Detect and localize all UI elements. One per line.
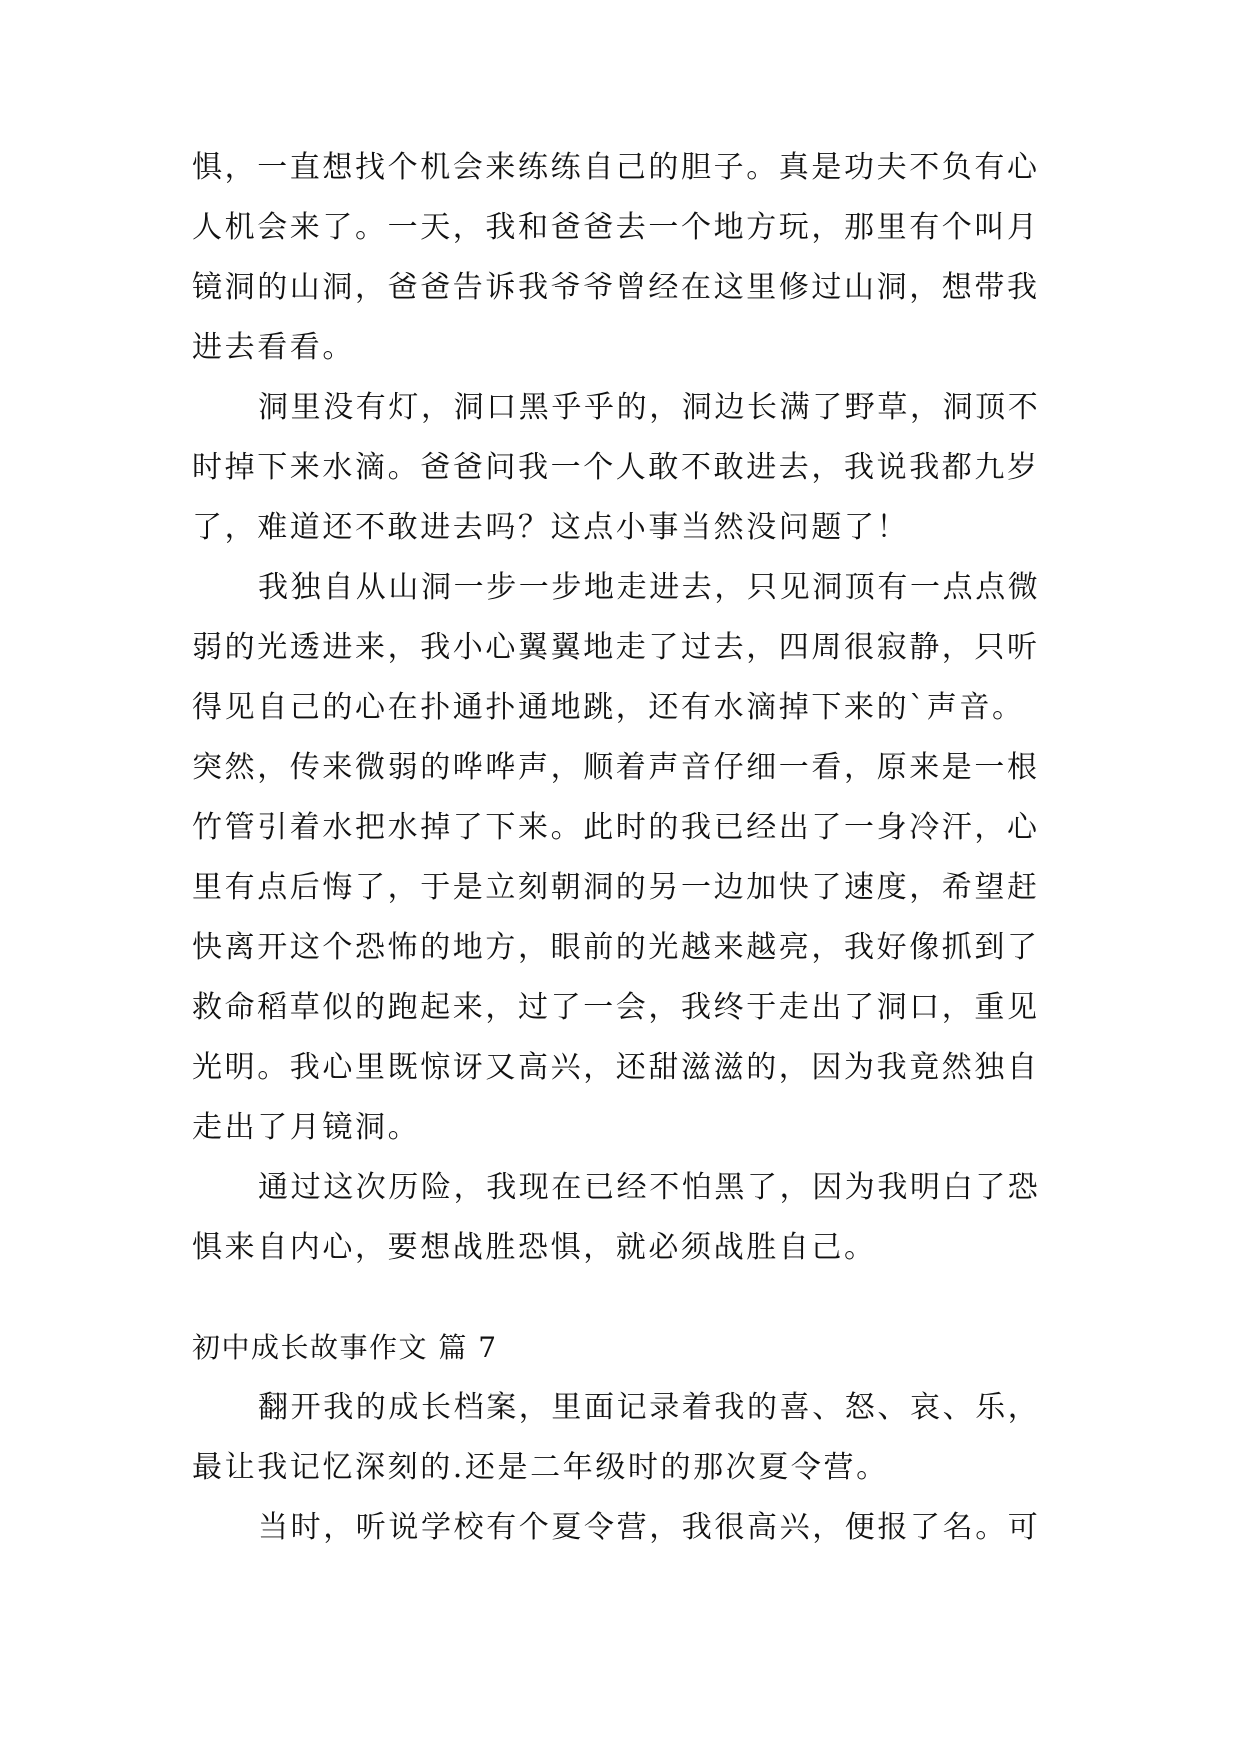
text-line: 突然，传来微弱的哗哗声，顺着声音仔细一看，原来是一根 xyxy=(192,750,1040,785)
text-line: 快离开这个恐怖的地方，眼前的光越来越亮，我好像抓到了 xyxy=(192,930,1040,965)
paragraph-first-line: 我独自从山洞一步一步地走进去，只见洞顶有一点点微 xyxy=(258,570,1041,605)
text-line: 时掉下来水滴。爸爸问我一个人敢不敢进去，我说我都九岁 xyxy=(192,450,1040,485)
paragraph-first-line: 翻开我的成长档案，里面记录着我的喜、怒、哀、乐， xyxy=(258,1390,1041,1425)
text-line: 惧来自内心，要想战胜恐惧，就必须战胜自己。 xyxy=(192,1230,877,1265)
text-line: 弱的光透进来，我小心翼翼地走了过去，四周很寂静，只听 xyxy=(192,630,1040,665)
text-line: 人机会来了。一天，我和爸爸去一个地方玩，那里有个叫月 xyxy=(192,210,1040,245)
text-line: 光明。我心里既惊讶又高兴，还甜滋滋的，因为我竟然独自 xyxy=(192,1050,1040,1085)
text-line: 里有点后悔了，于是立刻朝洞的另一边加快了速度，希望赶 xyxy=(192,870,1040,905)
paragraph-first-line: 通过这次历险，我现在已经不怕黑了，因为我明白了恐 xyxy=(258,1170,1041,1205)
text-line: 走出了月镜洞。 xyxy=(192,1110,421,1145)
text-line: 竹管引着水把水掉了下来。此时的我已经出了一身冷汗，心 xyxy=(192,810,1040,845)
section-heading: 初中成长故事作文 篇 7 xyxy=(192,1331,498,1364)
paragraph-first-line: 当时，听说学校有个夏令营，我很高兴，便报了名。可 xyxy=(258,1510,1041,1545)
text-line: 救命稻草似的跑起来，过了一会，我终于走出了洞口，重见 xyxy=(192,990,1040,1025)
text-line: 得见自己的心在扑通扑通地跳，还有水滴掉下来的`声音。 xyxy=(192,690,1025,725)
text-line: 进去看看。 xyxy=(192,330,355,365)
text-line: 了，难道还不敢进去吗？这点小事当然没问题了！ xyxy=(192,510,910,545)
text-line: 最让我记忆深刻的.还是二年级时的那次夏令营。 xyxy=(192,1450,889,1485)
paragraph-first-line: 洞里没有灯，洞口黑乎乎的，洞边长满了野草，洞顶不 xyxy=(258,390,1041,425)
text-line: 镜洞的山洞，爸爸告诉我爷爷曾经在这里修过山洞，想带我 xyxy=(192,270,1040,305)
text-line: 惧，一直想找个机会来练练自己的胆子。真是功夫不负有心 xyxy=(192,150,1040,185)
